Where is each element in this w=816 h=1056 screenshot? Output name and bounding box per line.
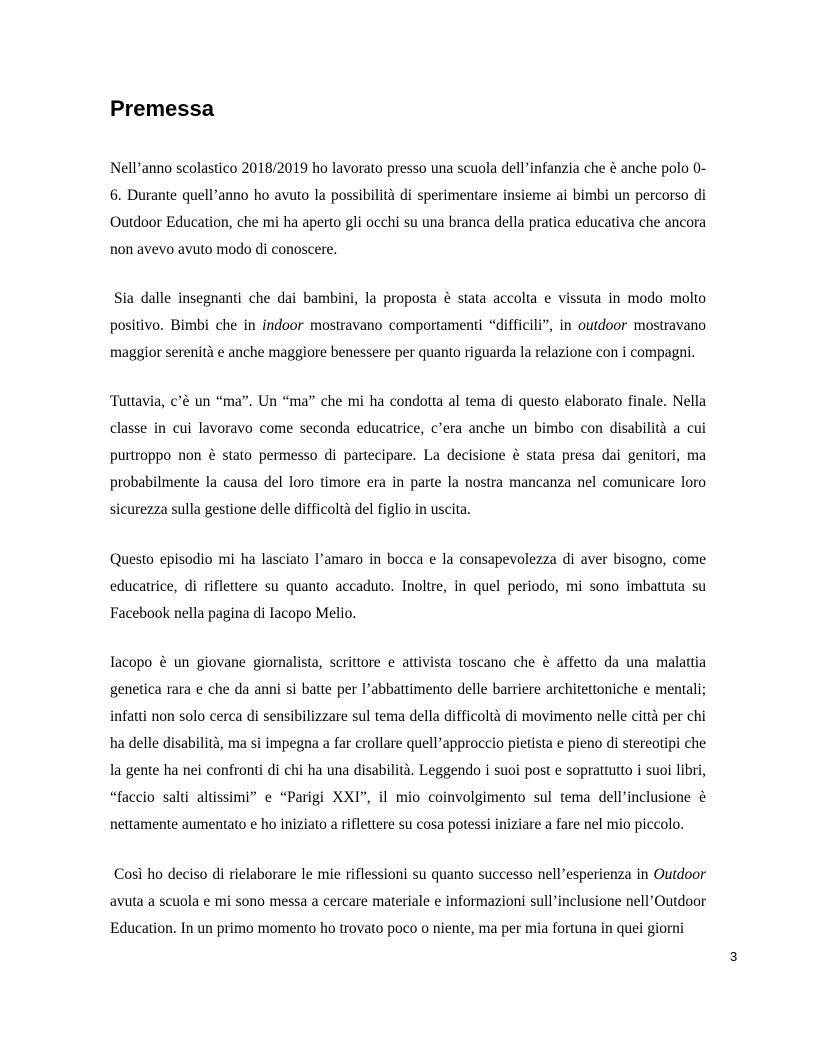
paragraph-2-text-a: Sia dalle insegnanti che dai bambini, la proposta è stata accolta e vissuta in modo molto positivo. Bimbi che in [110,290,706,334]
paragraph-3 [110,388,706,523]
paragraph-6 [110,861,706,942]
paragraph-6-text-a: Così ho deciso di rielaborare le mie riflessioni su quanto successo nell’esperienza in [114,866,654,883]
page-number: 3 [730,949,738,964]
paragraph-4 [110,546,706,627]
paragraph-1-text: Nell’anno scolastico 2018/2019 ho lavorato presso una scuola dell’infanzia che è anche polo 0-6. Durante quell’anno ho avuto la possibilità di sperimentare insieme ai bimbi un percorso di Outdoor Education, che mi ha aperto gli occhi su una branca della pratica educativa che ancora non avevo avuto modo di conoscere. [110,160,706,258]
paragraph-6-text-b: avuta a scuola e mi sono messa a cercare materiale e informazioni sull’inclusione nell’Outdoor Education. In un primo momento ho trovato poco o niente, ma per mia fortuna in quei giorni [110,893,706,937]
section-heading: Premessa [110,96,214,121]
paragraph-2-emphasis-outdoor: outdoor [578,317,628,334]
paragraph-1 [110,155,706,263]
paragraph-5-text: Iacopo è un giovane giornalista, scrittore e attivista toscano che è affetto da una malattia genetica rara e che da anni si batte per l’abbattimento delle barriere architettoniche e mentali; infatti non solo cerca di sensibilizzare sul tema della difficoltà di movimento nelle città per chi ha delle disabilità, ma si impegna a far crollare quell’approccio pietista e pieno di stereotipi che la gente ha nei confronti di chi ha una disabilità. Leggendo i suoi post e soprattutto i suoi libri, “faccio salti altissimi” e “Parigi XXI”, il mio coinvolgimento sul tema dell’inclusione è nettamente aumentato e ho iniziato a riflettere su cosa potessi iniziare a fare nel mio piccolo. [110,654,706,833]
paragraph-4-text: Questo episodio mi ha lasciato l’amaro in bocca e la consapevolezza di aver bisogno, come educatrice, di riflettere su quanto accaduto. Inoltre, in quel periodo, mi sono imbattuta su Facebook nella pagina di Iacopo Melio. [110,551,706,622]
paragraph-2-emphasis-indoor: indoor [262,317,304,334]
paragraph-2 [110,285,706,366]
paragraph-3-text: Tuttavia, c’è un “ma”. Un “ma” che mi ha condotta al tema di questo elaborato finale. Nella classe in cui lavoravo come seconda educatrice, c’era anche un bimbo con disabilità a cui purtroppo non è stato permesso di partecipare. La decisione è stata presa dai genitori, ma probabilmente la causa del loro timore era in parte la nostra mancanza nel comunicare loro sicurezza sulla gestione delle difficoltà del figlio in uscita. [110,393,706,518]
paragraph-5 [110,649,706,838]
paragraph-6-emphasis-outdoor: Outdoor [653,866,706,883]
paragraph-2-text-b: mostravano comportamenti “difficili”, in [303,317,579,334]
paragraph-2-text-c: mostravano maggior serenità e anche maggiore benessere per quanto riguarda la relazione con i compagni. [110,317,706,361]
